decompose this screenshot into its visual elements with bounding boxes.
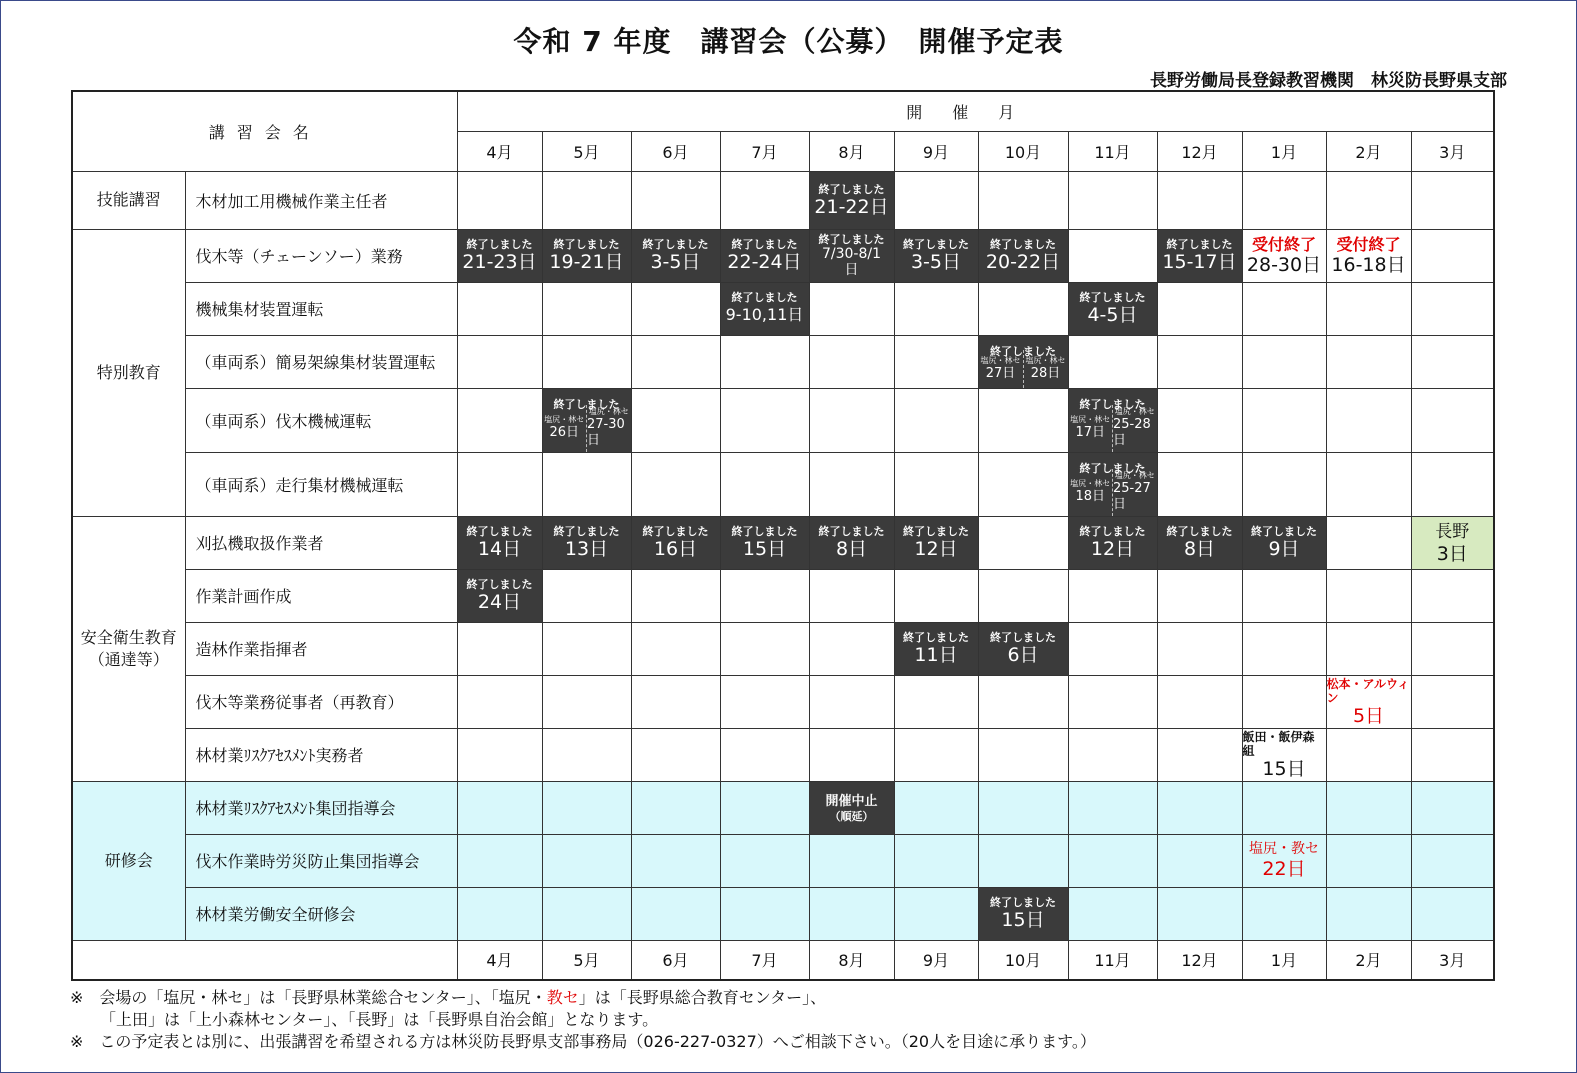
schedule-cell-done-split: 終了しました 塩尻・林セ 18日 塩尻・林セ 25-27日 bbox=[1068, 452, 1157, 516]
month-header: 4月 bbox=[457, 131, 542, 171]
table-row bbox=[72, 728, 1494, 781]
table-row bbox=[72, 516, 1494, 569]
schedule-cell-done: 終了しました 24日 bbox=[457, 569, 542, 622]
footer-month-row bbox=[72, 940, 1494, 980]
schedule-table bbox=[71, 90, 1495, 981]
table-row bbox=[72, 229, 1494, 282]
schedule-cell-done: 終了しました 6日 bbox=[978, 622, 1068, 675]
table-row bbox=[72, 675, 1494, 728]
table-row bbox=[72, 834, 1494, 887]
table-row bbox=[72, 887, 1494, 940]
month-footer: 4月 bbox=[457, 940, 542, 980]
month-header: 10月 bbox=[978, 131, 1068, 171]
month-header: 8月 bbox=[809, 131, 894, 171]
course-name: （車両系）簡易架線集材装置運転 bbox=[185, 335, 457, 388]
course-name: （車両系）伐木機械運転 bbox=[185, 388, 457, 452]
schedule-cell-upcoming: 松本・アルウィン 5日 bbox=[1326, 676, 1410, 727]
table-row bbox=[72, 569, 1494, 622]
month-header: 6月 bbox=[631, 131, 720, 171]
month-header: 3月 bbox=[1411, 131, 1494, 171]
schedule-cell-done: 終了しました 11日 bbox=[894, 622, 978, 675]
schedule-cell-done: 終了しました 7/30-8/1日 bbox=[809, 229, 894, 282]
schedule-cell-cancelled: 開催中止 （順延） bbox=[809, 781, 894, 834]
category-kenshu: 研修会 bbox=[72, 781, 185, 940]
header-course-name: 講習会名 bbox=[72, 91, 457, 171]
schedule-cell-upcoming: 塩尻・教セ 22日 bbox=[1242, 834, 1326, 887]
schedule-cell-done: 終了しました 12日 bbox=[894, 516, 978, 569]
month-header: 2月 bbox=[1326, 131, 1411, 171]
schedule-cell-done: 終了しました 3-5日 bbox=[894, 229, 978, 282]
course-name: 伐木等業務従事者（再教育） bbox=[185, 675, 457, 728]
course-name: （車両系）走行集材機械運転 bbox=[185, 452, 457, 516]
note-line-2: 「上田」は「上小森林センター」、「長野」は「長野県自治会館」となります。 bbox=[100, 1010, 659, 1029]
schedule-cell-done: 終了しました 15日 bbox=[978, 887, 1068, 940]
schedule-cell-done-split: 終了しました 塩尻・林セ 26日 塩尻・林セ 27-30日 bbox=[542, 388, 631, 452]
schedule-cell-done: 終了しました 15日 bbox=[720, 516, 809, 569]
schedule-cell-done-split: 終了しました 塩尻・林セ 27日 塩尻・林セ 28日 bbox=[978, 335, 1068, 388]
month-footer: 8月 bbox=[809, 940, 894, 980]
course-name: 林材業ﾘｽｸｱｾｽﾒﾝﾄ集団指導会 bbox=[185, 781, 457, 834]
course-name: 作業計画作成 bbox=[185, 569, 457, 622]
course-name: 機械集材装置運転 bbox=[185, 282, 457, 335]
month-footer: 7月 bbox=[720, 940, 809, 980]
table-row bbox=[72, 335, 1494, 388]
note-line-3: ※ この予定表とは別に、出張講習を希望される方は林災防長野県支部事務局（026-227-0327）へご相談下さい。（20人を目途に承ります。） bbox=[70, 1032, 1096, 1051]
month-footer: 5月 bbox=[542, 940, 631, 980]
course-name: 木材加工用機械作業主任者 bbox=[185, 171, 457, 229]
schedule-cell-done: 終了しました 12日 bbox=[1068, 516, 1157, 569]
schedule-cell-done: 終了しました 8日 bbox=[809, 516, 894, 569]
month-footer: 12月 bbox=[1157, 940, 1242, 980]
month-footer: 9月 bbox=[894, 940, 978, 980]
month-header: 5月 bbox=[542, 131, 631, 171]
schedule-cell-done: 終了しました 9-10,11日 bbox=[720, 282, 809, 335]
schedule-cell-done: 終了しました 8日 bbox=[1157, 516, 1242, 569]
footnotes bbox=[70, 987, 1096, 1053]
category-tokubetsu: 特別教育 bbox=[72, 229, 185, 516]
month-header: 1月 bbox=[1242, 131, 1326, 171]
schedule-cell-done: 終了しました 14日 bbox=[457, 516, 542, 569]
schedule-cell-done: 終了しました 19-21日 bbox=[542, 229, 631, 282]
month-footer: 1月 bbox=[1242, 940, 1326, 980]
course-name: 伐木作業時労災防止集団指導会 bbox=[185, 834, 457, 887]
schedule-cell-done: 終了しました 4-5日 bbox=[1068, 282, 1157, 335]
month-header: 12月 bbox=[1157, 131, 1242, 171]
schedule-cell-done-split: 終了しました 塩尻・林セ 17日 塩尻・林セ 25-28日 bbox=[1068, 388, 1157, 452]
schedule-cell-done: 終了しました 21-23日 bbox=[457, 229, 542, 282]
schedule-cell-done: 終了しました 13日 bbox=[542, 516, 631, 569]
schedule-cell-closed: 受付終了 16-18日 bbox=[1326, 229, 1411, 282]
category-anzen: 安全衛生教育 （通達等） bbox=[72, 516, 185, 781]
schedule-cell-done: 終了しました 15-17日 bbox=[1157, 229, 1242, 282]
course-name: 刈払機取扱作業者 bbox=[185, 516, 457, 569]
month-header: 9月 bbox=[894, 131, 978, 171]
schedule-cell-done: 終了しました 20-22日 bbox=[978, 229, 1068, 282]
schedule-cell-done: 終了しました 22-24日 bbox=[720, 229, 809, 282]
month-footer: 2月 bbox=[1326, 940, 1411, 980]
schedule-cell-upcoming: 長野 3日 bbox=[1411, 516, 1494, 569]
course-name: 林材業ﾘｽｸｱｾｽﾒﾝﾄ実務者 bbox=[185, 728, 457, 781]
page-title: 令和 7 年度 講習会（公募） 開催予定表 bbox=[513, 25, 1064, 58]
schedule-cell-done: 終了しました 9日 bbox=[1242, 516, 1326, 569]
course-name: 伐木等（チェーンソー）業務 bbox=[185, 229, 457, 282]
month-header: 11月 bbox=[1068, 131, 1157, 171]
table-row bbox=[72, 781, 1494, 834]
month-footer: 3月 bbox=[1411, 940, 1494, 980]
course-name: 林材業労働安全研修会 bbox=[185, 887, 457, 940]
table-row bbox=[72, 622, 1494, 675]
month-footer: 6月 bbox=[631, 940, 720, 980]
schedule-cell-done: 終了しました 21-22日 bbox=[809, 171, 894, 229]
table-row bbox=[72, 171, 1494, 229]
schedule-cell-closed: 受付終了 28-30日 bbox=[1242, 229, 1326, 282]
month-header: 7月 bbox=[720, 131, 809, 171]
note-line-1: ※ 会場の「塩尻・林セ」は「長野県林業総合センター」、「塩尻・教セ」は「長野県総合教育センター」、 bbox=[70, 988, 827, 1007]
schedule-cell-done: 終了しました 3-5日 bbox=[631, 229, 720, 282]
month-footer: 11月 bbox=[1068, 940, 1157, 980]
table-row bbox=[72, 282, 1494, 335]
course-name: 造林作業指揮者 bbox=[185, 622, 457, 675]
table-row bbox=[72, 388, 1494, 452]
schedule-cell-done: 終了しました 16日 bbox=[631, 516, 720, 569]
header-kaisai: 開催月 bbox=[457, 91, 1494, 131]
category-ginou: 技能講習 bbox=[72, 171, 185, 229]
month-footer: 10月 bbox=[978, 940, 1068, 980]
organization-name: 長野労働局長登録教習機関 林災防長野県支部 bbox=[1150, 71, 1507, 91]
schedule-cell-upcoming: 飯田・飯伊森組 15日 bbox=[1242, 728, 1326, 781]
table-row bbox=[72, 452, 1494, 516]
